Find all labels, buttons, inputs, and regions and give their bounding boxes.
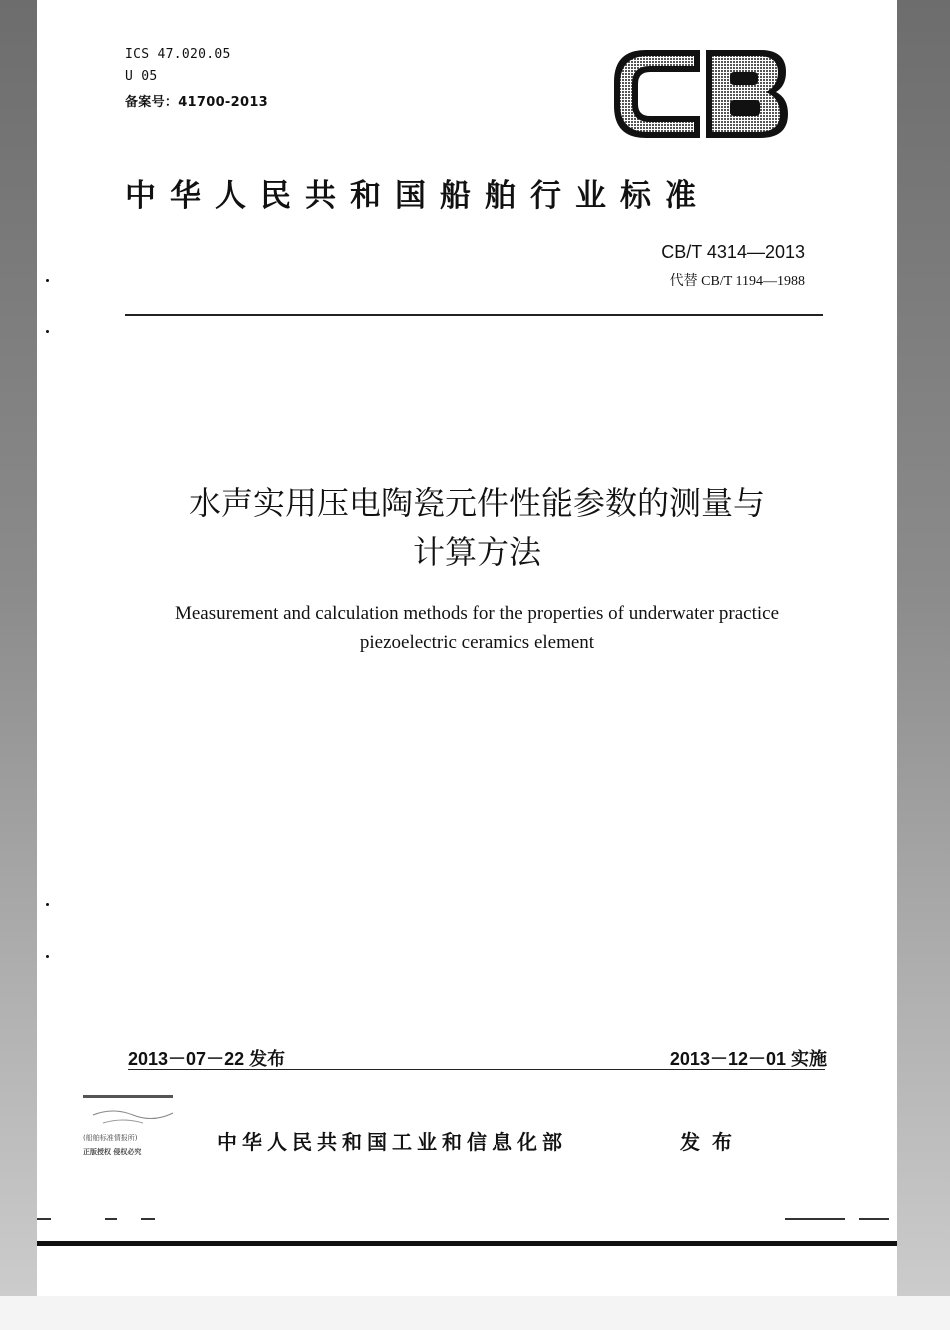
scan-speck — [46, 955, 49, 958]
bottom-divider — [128, 1069, 825, 1070]
stamp-line-1: (船舶标准情报所) — [83, 1134, 138, 1142]
title-english-line1: Measurement and calculation methods for the properties of underwater practice — [174, 603, 780, 624]
standard-category-title: 中华人民共和国船舶行业标准 — [125, 178, 710, 214]
ccs-code: U 05 — [125, 69, 158, 84]
distribution-stamp — [83, 1093, 183, 1163]
stamp-line-2: 正版授权 侵权必究 — [83, 1148, 142, 1156]
implementation-date: 2013－12－01 实施 — [669, 1049, 827, 1069]
publish-date: 2013－07－22 发布 — [128, 1049, 286, 1069]
ics-code: ICS 47.020.05 — [125, 47, 231, 62]
replaces-standard: 代替 CB/T 1194—1988 — [669, 274, 805, 289]
title-chinese-line1: 水声实用压电陶瓷元件性能参数的测量与 — [188, 484, 765, 522]
title-chinese-line2: 计算方法 — [412, 533, 541, 571]
cb-logo-icon — [610, 46, 790, 142]
bottom-dash-marks — [37, 1218, 897, 1220]
record-number: 备案号：41700-2013 — [125, 95, 269, 110]
frame-bottom-strip — [0, 1296, 950, 1330]
top-divider — [125, 314, 823, 316]
standard-code: CB/T 4314—2013 — [661, 242, 805, 262]
publisher-name: 中华人民共和国工业和信息化部 — [217, 1130, 567, 1154]
publish-label: 发布 — [680, 1130, 744, 1154]
title-english-line2: piezoelectric ceramics element — [359, 632, 595, 653]
scan-speck — [46, 903, 49, 906]
scan-speck — [46, 330, 49, 333]
bottom-bar — [37, 1241, 897, 1246]
scan-speck — [46, 279, 49, 282]
document-page — [37, 0, 897, 1296]
